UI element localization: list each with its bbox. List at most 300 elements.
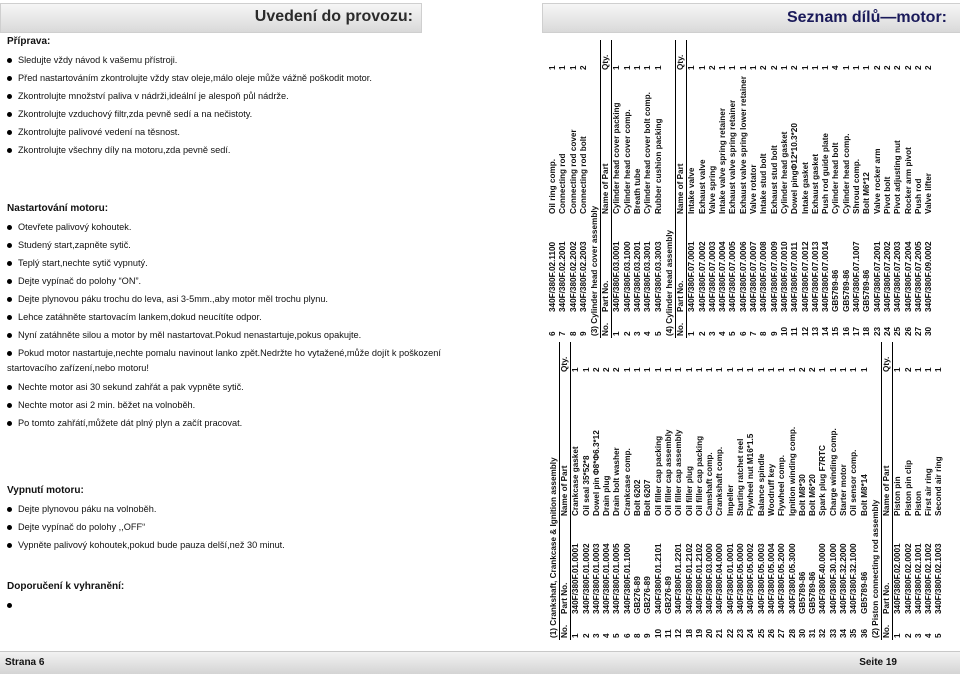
part-index: 12 [800,326,810,336]
part-number: 340F/380F.05.0000 [736,543,746,614]
part-qty: 1 [643,65,653,70]
part-index: 3 [913,633,923,638]
part-index: 18 [684,628,694,638]
part-index: 1 [893,633,903,638]
part-name: Exhaust stud bolt [769,145,779,214]
part-name: Valve rotator [749,164,759,214]
part-qty: 2 [612,367,622,372]
part-index: 3 [591,633,601,638]
part-number: 340F/380F.07.0006 [738,241,748,312]
header-part-no: Part No. [881,582,891,614]
startovani-item-text: Nyní zatáhněte silou a motor by měl nastartovat.Pokud nenastartuje,pokus opakujte. [18,330,362,340]
part-index: 6 [622,633,632,638]
part-qty: 2 [893,65,903,70]
priprava-title: Příprava: [7,36,51,47]
part-index: 1 [687,331,697,336]
vypnuti-title: Vypnutí motoru: [7,485,84,496]
part-number: 340F/380F.32.1000 [849,543,859,614]
bullet-icon [7,58,12,63]
part-name: Crankcase comp. [622,448,632,516]
part-qty: 1 [694,367,704,372]
part-qty: 1 [725,367,735,372]
part-index: 18 [862,326,872,336]
parts-row [777,342,787,640]
part-number: 340F/380F.03.3001 [643,241,653,312]
startovani-item-text: Nechte motor asi 30 sekund zahřát a pak vypněte sytič. [18,382,244,392]
priprava-list [7,51,447,159]
bullet-icon [7,297,12,302]
part-qty: 1 [581,367,591,372]
part-qty: 1 [622,65,632,70]
part-index: 30 [924,326,934,336]
part-name: Dowel pin Φ8*Φ6.3*12 [591,430,601,516]
vypnuti-item-text: Dejte vypínač do polohy ,,OFF“ [18,522,146,532]
part-name: Intake stud bolt [759,153,769,214]
part-number: 340F/380F.01.2102 [684,543,694,614]
parts-group-title: (2) Piston connecting rod assembly [870,342,882,640]
part-index: 30 [797,628,807,638]
part-index: 11 [663,629,673,638]
part-qty: 1 [738,65,748,70]
part-qty: 1 [934,367,944,372]
part-qty: 1 [653,367,663,372]
part-number: 340F/380F.07.2005 [913,241,923,312]
startovani-item-text: Dejte vypínač do polohy “ON”. [18,276,142,286]
part-index: 26 [766,628,776,638]
bullet-icon [7,351,12,356]
part-index: 9 [643,633,653,638]
part-name: Balance spindle [756,453,766,516]
parts-row [592,342,602,640]
priprava-item [7,51,447,69]
part-name: Cylinder head comp. [841,133,851,214]
parts-row [569,40,579,338]
parts-row [852,40,862,338]
part-number: 340F/380F.07.1007 [852,241,862,312]
part-index: 24 [882,326,892,336]
parts-row [705,342,715,640]
part-index: 23 [736,628,746,638]
part-number: 340F/380F.02.1100 [548,241,557,312]
bullet-icon [7,507,12,512]
parts-header-row [676,40,687,338]
part-name: Intake gasket [800,162,810,214]
part-index: 8 [759,331,769,336]
part-qty: 1 [841,65,851,70]
part-number: 340F/380F.01.2101 [653,543,663,614]
part-index: 4 [718,331,728,336]
part-number: 340F/380F.07.2002 [882,241,892,312]
part-number: 340F/380F.09.0002 [924,241,934,312]
parts-row [904,40,914,338]
part-number: GB5789-86 [841,269,851,312]
part-number: 340F/380F.07.0010 [779,241,789,312]
part-index: 12 [674,628,684,638]
bullet-icon [7,76,12,81]
part-qty: 1 [810,65,820,70]
parts-row [788,342,798,640]
part-number: 340F/380F.07.0013 [810,241,820,312]
part-number: GB5789-86 [808,571,818,614]
part-index: 17 [852,326,862,336]
part-qty: 1 [849,367,859,372]
part-qty: 2 [903,367,913,372]
part-qty: 1 [571,367,581,372]
priprava-item [7,105,447,123]
part-number: 340F/380F.07.0014 [821,241,831,312]
part-number: 340F/380F.03.1000 [622,241,632,312]
part-name: Valve rocker arm [872,148,882,214]
part-qty: 1 [828,367,838,372]
bullet-icon [7,148,12,153]
parts-row [728,40,738,338]
part-number: GB276-89 [643,576,653,614]
part-index: 7 [749,331,759,336]
startovani-list [7,218,447,432]
part-number: 340F/380F.07.2001 [872,241,882,312]
part-name: Second air ring [934,456,944,516]
parts-row [749,40,759,338]
parts-row [790,40,800,338]
part-qty: 1 [718,65,728,70]
startovani-item [7,290,447,308]
priprava-item-text: Před nastartováním zkontrolujte vždy stav oleje,málo oleje může vážně poškodit motor. [18,73,372,83]
part-index: 22 [725,628,735,638]
parts-row [623,342,633,640]
left-footer [0,651,480,674]
part-name: Oil filler cap packing [653,435,663,516]
priprava-item [7,69,447,87]
part-qty: 1 [779,65,789,70]
part-name: Bolt M8*14 [859,474,869,516]
part-index: 5 [728,331,738,336]
parts-row [612,40,622,338]
part-name: Exhaust valve spring lower retainer [738,76,748,214]
part-number: 340F/380F.30.1000 [828,543,838,614]
part-index: 36 [859,628,869,638]
part-qty: 1 [568,65,578,70]
part-name: Drain plug [602,475,612,516]
vypnuti-item [7,500,447,518]
left-header-bar [0,3,422,33]
right-header-title: Seznam dílů—motor: [786,9,947,26]
bullet-icon [7,403,12,408]
header-no: No. [881,624,891,638]
startovani-item [7,346,447,376]
part-name: Oil filler cap assembly [674,429,684,516]
bullet-icon [7,543,12,548]
part-number: GB5789-86 [862,269,872,312]
parts-row [602,342,612,640]
part-index: 33 [828,628,838,638]
part-index: 4 [924,633,934,638]
part-name: Spark plug F7RTC [818,445,828,516]
part-name: Cylinder head bolt [831,142,841,214]
header-part-no: Part No. [675,280,685,312]
part-name: Cylinder head cover packing [612,102,622,214]
part-name: Oil sensor comp. [849,449,859,516]
part-number: 340F/380F.40.0000 [818,543,828,614]
part-name: Oil seal 35*52*8 [581,455,591,516]
part-name: Intake valve [687,167,697,214]
header-qty: Qty. [601,54,611,70]
part-name: Breath tube [633,168,643,214]
part-qty: 1 [612,65,622,70]
parts-row [862,40,872,338]
right-header-bar [542,3,960,33]
parts-header-row [882,342,893,640]
part-number: 340F/380F.05.0002 [746,543,756,614]
part-index: 16 [841,326,851,336]
startovani-item [7,414,447,432]
bullet-icon [7,525,12,530]
startovani-item [7,218,447,236]
part-qty: 1 [715,367,725,372]
part-index: 31 [808,628,818,638]
parts-row [746,342,756,640]
header-name: Name of Part [601,163,611,214]
part-qty: 2 [591,367,601,372]
vypnuti-item [7,518,447,536]
bullet-icon [7,261,12,266]
part-name: Connecting rod [558,153,568,214]
startovani-item-text: Studený start,zapněte sytič. [18,240,131,250]
part-qty: 1 [705,367,715,372]
header-part-no: Part No. [560,582,569,614]
part-index: 13 [810,326,820,336]
part-index: 34 [839,628,849,638]
part-name: Flywheel comp. [777,455,787,516]
parts-row [726,342,736,640]
parts-row [842,40,852,338]
part-number: 340F/380F.01.1000 [622,543,632,614]
startovani-item-text: Teplý start,nechte sytič vypnutý. [18,258,148,268]
section-vyhraneni [7,581,447,614]
part-index: 5 [653,331,663,336]
part-number: 340F/380F.01.0003 [591,543,601,614]
vypnuti-item-text: Dejte plynovou páku na volnoběh. [18,504,157,514]
parts-header-row [601,40,612,338]
part-index: 5 [934,633,944,638]
bullet-icon [7,421,12,426]
part-index: 2 [581,633,591,638]
part-name: Bolt 6202 [633,479,643,516]
parts-row [767,342,777,640]
startovani-item-text: Otevřete palivový kohoutek. [18,222,132,232]
parts-row [654,342,664,640]
priprava-item-text: Zkontrolujte množství paliva v nádrži,ideální je alespoň půl nádrže. [18,91,289,101]
part-index: 27 [913,326,923,336]
part-qty: 1 [663,367,673,372]
part-qty: 1 [821,65,831,70]
part-qty: 1 [736,367,746,372]
part-index: 35 [849,628,859,638]
right-footer [480,651,960,674]
parts-row [633,342,643,640]
header-qty: Qty. [675,54,685,70]
part-index: 2 [622,331,632,336]
part-number: 340F/380F.07.0008 [759,241,769,312]
part-number: 340F/380F.07.0007 [749,241,759,312]
parts-row [582,342,592,640]
part-qty: 1 [787,367,797,372]
part-qty: 1 [800,65,810,70]
parts-row [801,40,811,338]
part-name: Piston pin [893,476,903,516]
bullet-icon [7,603,12,608]
part-number: 340F/380F.02.0002 [903,543,913,614]
part-qty: 1 [622,367,632,372]
parts-row [718,40,728,338]
part-name: Drain bolt washer [612,447,622,516]
startovani-item-text: Pokud motor nastartuje,nechte pomalu navinout lanko zpět.Nedržte ho vytažené,může dojít k poškození startovacího zařízení,nebo motoru! [7,348,441,373]
part-qty: 1 [749,65,759,70]
part-number: 340F/380F.07.2003 [893,241,903,312]
part-name: Crankcase gasket [571,446,581,516]
parts-row [708,40,718,338]
part-qty: 2 [872,65,882,70]
part-name: Rubber cushion packing [653,118,663,214]
part-index: 25 [756,628,766,638]
part-qty: 2 [707,65,717,70]
part-number: 340F/380F.01.2201 [674,543,684,614]
part-index: 14 [821,326,831,336]
part-number: GB276-89 [633,576,643,614]
part-index: 10 [779,326,789,336]
parts-row [798,342,808,640]
parts-row [829,342,839,640]
parts-row [934,342,944,640]
part-qty: 1 [643,367,653,372]
part-name: Pivot adjusting nut [893,140,903,214]
parts-row [643,40,653,338]
part-number: 340F/380F.02.0001 [893,543,903,614]
part-number: 340F/380F.05.0004 [766,543,776,614]
part-name: Cylinder head cover bolt comp. [643,92,653,214]
part-index: 2 [903,633,913,638]
parts-row [757,342,767,640]
parts-row [698,40,708,338]
part-number: 340F/380F.03.3003 [653,241,663,312]
part-qty: 4 [831,65,841,70]
part-number: 340F/380F.02.1002 [924,543,934,614]
parts-row [571,342,581,640]
part-name: Pivot bolt [882,176,892,214]
part-name: Oil filler cap assembly [663,429,673,516]
startovani-item-text: Nechte motor asi 2 min. běžet na volnoběh. [18,400,196,410]
part-name: Connecting rod bolt [578,136,588,214]
part-qty: 1 [852,65,862,70]
priprava-item [7,87,447,105]
part-qty: 1 [859,367,869,372]
part-name: Flywheel nut M16*1.5 [746,433,756,516]
part-index: 5 [612,633,622,638]
part-index: 3 [707,331,717,336]
parts-row [759,40,769,338]
section-priprava [7,36,447,159]
part-qty: 1 [684,367,694,372]
part-name: Oil filler cap packing [694,435,704,516]
bullet-icon [7,279,12,284]
part-name: Charge winding comp. [828,428,838,516]
part-qty: 2 [913,65,923,70]
part-number: 340F/380F.05.0003 [756,543,766,614]
priprava-item-text: Sledujte vždy návod k vašemu přístroji. [18,55,178,65]
part-qty: 1 [862,65,872,70]
parts-row [904,342,914,640]
startovani-item [7,326,447,344]
part-name: Starter motor [839,464,849,516]
part-qty: 1 [674,367,684,372]
parts-row [664,342,674,640]
part-index: 28 [787,628,797,638]
part-number: 340F/380F.03.0000 [705,543,715,614]
parts-row [893,342,903,640]
part-index: 10 [653,628,663,638]
parts-row [831,40,841,338]
part-number: GB5789-86 [831,269,841,312]
part-index: 8 [633,633,643,638]
header-qty: Qty. [560,356,569,372]
part-name: Bolt M8*30 [797,474,807,516]
parts-row [579,40,589,338]
part-number: 340F/380F.01.0002 [581,543,591,614]
header-qty: Qty. [881,356,891,372]
part-name: Shroud comp. [852,158,862,214]
startovani-item-text: Lehce zatáhněte startovacím lankem,dokud neucítíte odpor. [18,312,262,322]
right-page-number: Seite 19 [859,657,897,668]
parts-header-row [560,342,571,640]
header-name: Name of Part [881,465,891,516]
startovani-item [7,272,447,290]
parts-row [808,342,818,640]
part-name: Rocker arm pivot [903,147,913,214]
part-number: 340F/380F.05.3000 [787,543,797,614]
part-name: Impeller [725,484,735,516]
part-qty: 2 [769,65,779,70]
vypnuti-item [7,536,447,554]
part-name: Valve spring [707,165,717,214]
part-qty: 1 [728,65,738,70]
part-number: 340F/380F.02.2002 [568,241,578,312]
parts-row [739,40,749,338]
parts-row [821,40,831,338]
part-index: 4 [643,331,653,336]
header-no: No. [675,322,685,336]
parts-row [924,40,934,338]
part-number: 340F/380F.07.0012 [800,241,810,312]
priprava-item-text: Zkontrolujte vzduchový filtr,zda pevně sedí a na nečistoty. [18,109,253,119]
parts-row [715,342,725,640]
header-no: No. [560,624,569,638]
part-number: 340F/380F.07.0011 [790,241,800,312]
part-qty: 2 [924,65,934,70]
bullet-icon [7,130,12,135]
part-qty: 1 [818,367,828,372]
part-name: Exhaust valve spring retainer [728,99,738,214]
bullet-icon [7,315,12,320]
part-number: 340F/380F.07.0002 [697,241,707,312]
parts-row [914,40,924,338]
priprava-item-text: Zkontrolujte palivové vedení na těsnost. [18,127,180,137]
part-qty: 1 [687,65,697,70]
parts-row [687,40,697,338]
startovani-item [7,308,447,326]
part-index: 21 [715,628,725,638]
part-index: 26 [903,326,913,336]
parts-row [654,40,664,338]
part-index: 6 [738,331,748,336]
